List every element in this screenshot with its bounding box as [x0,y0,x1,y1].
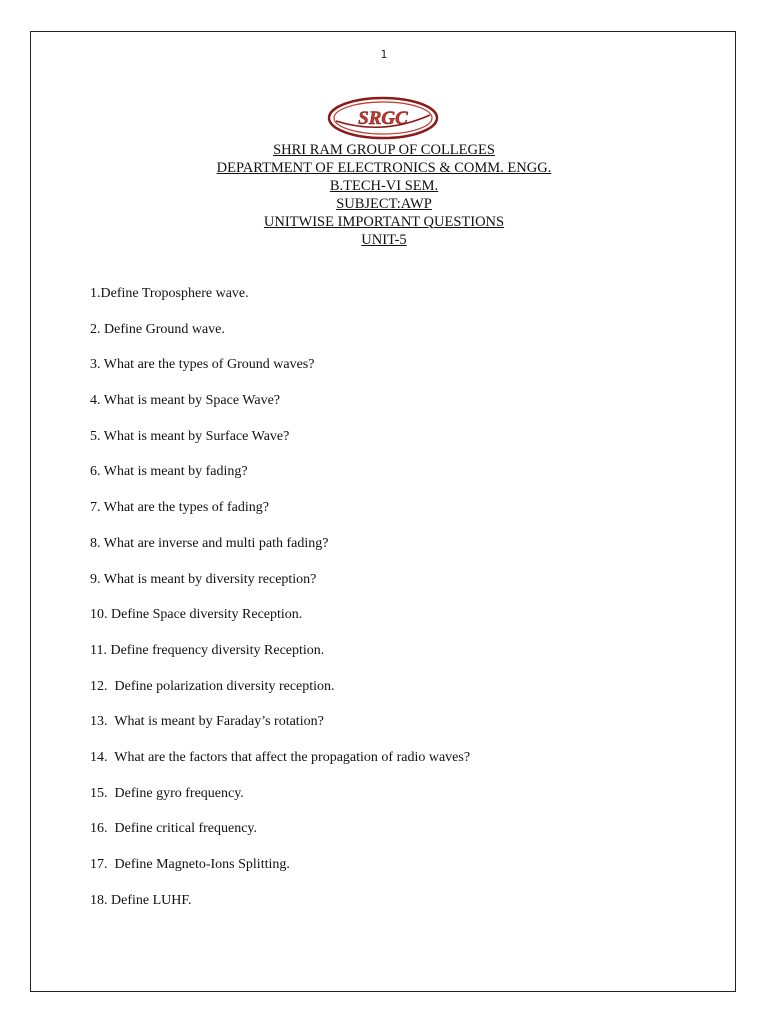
unit-label: UNIT-5 [361,231,407,248]
question-item: 13. What is meant by Faraday’s rotation? [90,714,324,730]
question-item: 2. Define Ground wave. [90,321,225,337]
question-item: 10. Define Space diversity Reception. [90,607,303,623]
page-number: 1 [380,48,388,61]
question-item: 7. What are the types of fading? [90,500,269,516]
question-item: 5. What is meant by Surface Wave? [90,428,290,444]
question-item: 8. What are inverse and multi path fading? [90,535,329,551]
question-item: 6. What is meant by fading? [90,464,248,480]
question-item: 15. Define gyro frequency. [90,785,244,801]
question-item: 14. What are the factors that affect the propagation of radio waves? [90,749,471,765]
department-name: DEPARTMENT OF ELECTRONICS & COMM. ENGG. [216,159,552,176]
question-item: 16. Define critical frequency. [90,821,258,837]
question-item: 17. Define Magneto-Ions Splitting. [90,857,290,872]
course-semester: B.TECH-VI SEM. [329,177,439,194]
question-item: 9. What is meant by diversity reception? [90,571,317,587]
document-header [0,142,768,249]
college-name: SHRI RAM GROUP OF COLLEGES [273,142,495,158]
subject-line: SUBJECT:AWP [336,195,432,212]
question-item: 12. Define polarization diversity reception. [90,678,335,694]
question-list [90,285,710,927]
question-item: 3. What are the types of Ground waves? [90,357,315,373]
question-item: 1.Define Troposphere wave. [90,286,249,301]
question-item: 4. What is meant by Space Wave? [90,393,281,409]
srgc-logo [326,96,440,140]
question-item: 18. Define LUHF. [90,892,192,908]
logo-lettering: SRGC [358,108,408,129]
question-item: 11. Define frequency diversity Reception. [90,642,325,658]
document-title: UNITWISE IMPORTANT QUESTIONS [263,213,505,230]
